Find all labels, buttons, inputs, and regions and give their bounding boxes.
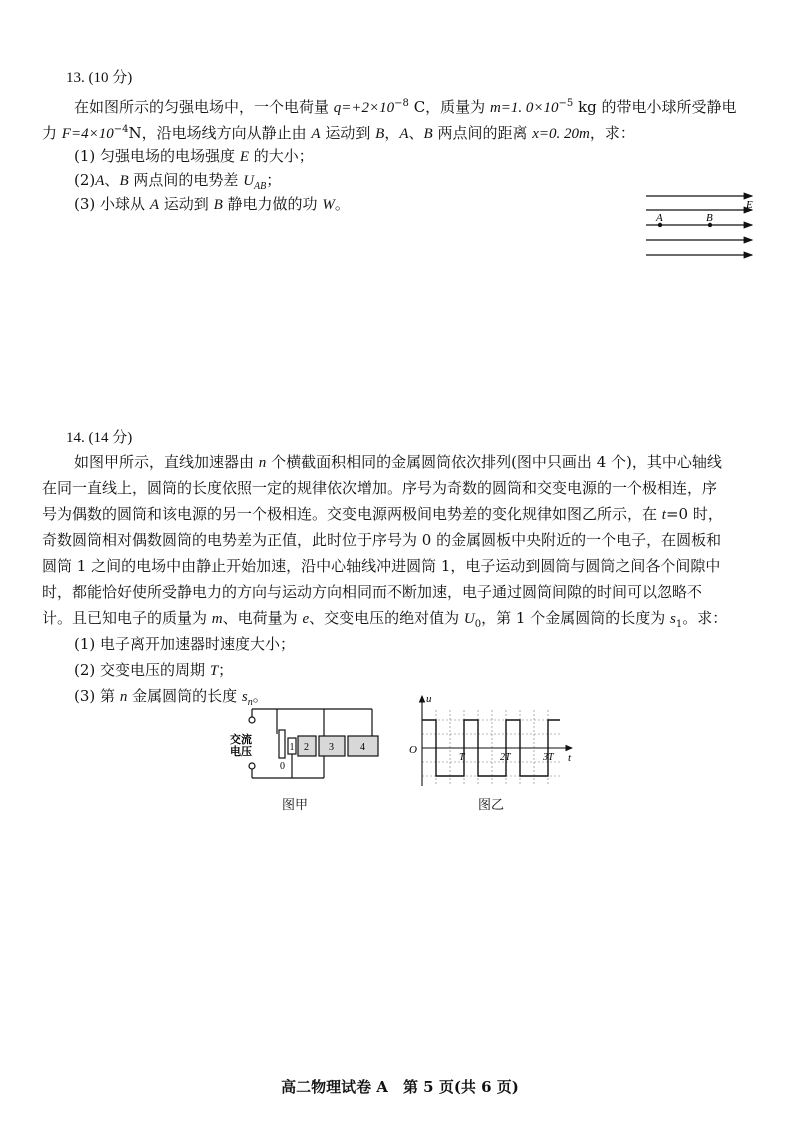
q14-sub2-text: (2) 交变电压的周期 <box>74 661 206 679</box>
q14-para-line-7 <box>42 608 727 635</box>
q13-sub2-text: 、 <box>104 171 120 189</box>
q13-sub3-b: B <box>213 197 223 213</box>
figure-yi-caption: 图乙 <box>478 798 505 813</box>
q14-var-s1-sub: 1 <box>675 619 683 630</box>
q13-sub3-text: (3) 小球从 <box>74 195 146 213</box>
q13-text: ，求： <box>589 124 635 142</box>
q14-var-e: e <box>302 611 310 627</box>
source-label-2: 电压 <box>230 746 252 758</box>
q13-sub3-text: 运动到 <box>163 195 209 213</box>
q14-var-n: n <box>258 455 267 471</box>
q14-text: ，第 1 个金属圆筒的长度为 <box>481 609 666 627</box>
q14-text: 个横截面积相同的金属圆筒依次排列(图中只画出 4 个)，其中心轴线 <box>271 453 722 471</box>
q14-text: 、电荷量为 <box>222 609 298 627</box>
q13-sub-2 <box>74 170 281 197</box>
q13-text: C，质量为 <box>413 98 486 116</box>
q13-text: kg 的带电小球所受静电 <box>578 98 737 116</box>
q13-charge-value: q=+2×10 <box>333 100 395 116</box>
q13-sub2-text: ； <box>266 171 282 189</box>
q14-var-u0-sub: 0 <box>474 619 482 630</box>
q14-text: =0 时， <box>665 505 723 523</box>
q14-var-m: m <box>211 611 223 627</box>
q13-sub2-b: B <box>119 173 129 189</box>
q14-sub3-text: 。 <box>252 687 268 705</box>
q13-text: 力 <box>42 124 58 142</box>
q13-point-a: A <box>311 126 321 142</box>
q13-sub2-u: U <box>243 173 255 189</box>
q13-text: N，沿电场线方向从静止由 <box>128 124 307 142</box>
tick-t-label: T <box>459 752 465 763</box>
tick-2t-label: 2T <box>500 752 511 763</box>
q14-header: 14. (14 分) <box>66 430 133 446</box>
q14-sub3-text: (3) 第 <box>74 687 116 705</box>
figure-yi-square-wave <box>400 690 580 790</box>
terminal-bottom <box>249 763 255 769</box>
plate-0 <box>279 730 285 758</box>
q14-sub3-n: n <box>119 689 128 705</box>
q13-sub3-text: 静电力做的功 <box>227 195 318 213</box>
q13-sub2-text: (2) <box>74 171 96 189</box>
axis-u-label: u <box>426 693 432 705</box>
q14-para-line-1 <box>74 452 722 473</box>
tube-4-label: 4 <box>360 742 365 753</box>
q14-para-line-3 <box>42 504 723 525</box>
q13-charge-exp: −8 <box>394 98 409 109</box>
q13-sub3-text: 。 <box>334 195 350 213</box>
q14-text: 。求： <box>682 609 728 627</box>
q14-para-line-6: 时，都能恰好使所受静电力的方向与运动方向相同而不断加速，电子通过圆筒间隙的时间可以忽略不 <box>42 583 703 601</box>
axis-t-label: t <box>568 752 572 764</box>
q13-force-exp: −4 <box>113 124 129 135</box>
q14-text: 、交变电压的绝对值为 <box>309 609 460 627</box>
q13-text: 在如图所示的匀强电场中，一个电荷量 <box>74 98 330 116</box>
tick-3t-label: 3T <box>543 752 554 763</box>
q13-sub2-u-sub: AB <box>254 181 267 192</box>
q14-var-s1: s <box>670 611 676 627</box>
q13-intro-line-1 <box>74 94 737 118</box>
point-a-label: A <box>656 212 663 224</box>
q14-para-line-5: 圆筒 1 之间的电场中由静止开始加速，沿中心轴线冲进圆筒 1，电子运动到圆筒与圆筒之间各个间隙中 <box>42 557 721 575</box>
q13-text: 两点间的距离 <box>437 124 528 142</box>
q13-sub-1 <box>74 146 314 167</box>
q14-sub-1: (1) 电子离开加速器时速度大小； <box>74 635 296 653</box>
page-footer: 高二物理试卷 A 第 5 页(共 6 页) <box>281 1078 519 1096</box>
q13-sub1-e: E <box>239 149 249 165</box>
q13-sub3-a: A <box>149 197 159 213</box>
q13-sub2-text: 两点间的电势差 <box>133 171 239 189</box>
q13-sub1-text: 的大小； <box>253 147 314 165</box>
q14-para-line-2: 在同一直线上，圆筒的长度依照一定的规律依次增加。序号为奇数的圆筒和交变电源的一个极相连，序 <box>42 479 718 497</box>
figure-jia-caption: 图甲 <box>282 798 309 813</box>
terminal-top <box>249 717 255 723</box>
q14-sub3-s: s <box>241 689 248 705</box>
q13-header: 13. (10 分) <box>66 70 133 86</box>
field-e-label: E <box>746 199 753 211</box>
q13-sub3-w: W <box>322 197 335 213</box>
q14-sub3-s-sub: n <box>247 697 253 708</box>
q13-intro-line-2 <box>42 120 635 144</box>
q14-text: 号为偶数的圆筒和该电源的另一个极相连。交变电源两极间电势差的变化规律如图乙所示，在 <box>42 505 658 523</box>
q13-field-figure <box>640 186 760 266</box>
q13-text: 、 <box>408 124 424 142</box>
tube-3-label: 3 <box>329 742 334 753</box>
q13-point-b: B <box>375 126 385 142</box>
q13-distance: x=0. 20m <box>532 126 590 142</box>
q14-sub-2 <box>74 660 233 681</box>
q13-text: 运动到 <box>325 124 371 142</box>
q14-var-u0: U <box>463 611 475 627</box>
q13-point-a: A <box>399 126 409 142</box>
q13-mass-value: m=1. 0×10 <box>489 100 559 116</box>
figure-jia-accelerator <box>230 706 380 786</box>
q14-para-line-4: 奇数圆筒相对偶数圆筒的电势差为正值，此时位于序号为 0 的金属圆板中央附近的一个电子，在圆板和 <box>42 531 722 549</box>
q13-sub-3 <box>74 194 350 215</box>
q13-point-b: B <box>423 126 433 142</box>
q14-text: 计。且已知电子的质量为 <box>42 609 208 627</box>
plate-0-label: 0 <box>280 761 285 772</box>
q13-mass-exp: −5 <box>558 98 574 109</box>
q13-force-value: F=4×10 <box>61 126 114 142</box>
q14-sub2-t: T <box>209 663 219 679</box>
q13-text: ， <box>384 124 400 142</box>
tube-2-label: 2 <box>304 742 309 753</box>
q13-sub2-a: A <box>95 173 105 189</box>
point-b-label: B <box>706 212 713 224</box>
tube-1-label: 1 <box>289 742 295 753</box>
q14-sub3-text: 金属圆筒的长度 <box>132 687 238 705</box>
source-label-1: 交流 <box>230 734 252 746</box>
q14-sub2-text: ； <box>218 661 234 679</box>
q14-var-t: t <box>661 507 666 523</box>
q13-sub1-text: (1) 匀强电场的电场强度 <box>74 147 236 165</box>
origin-label: O <box>409 744 417 756</box>
q14-text: 如图甲所示，直线加速器由 <box>74 453 255 471</box>
